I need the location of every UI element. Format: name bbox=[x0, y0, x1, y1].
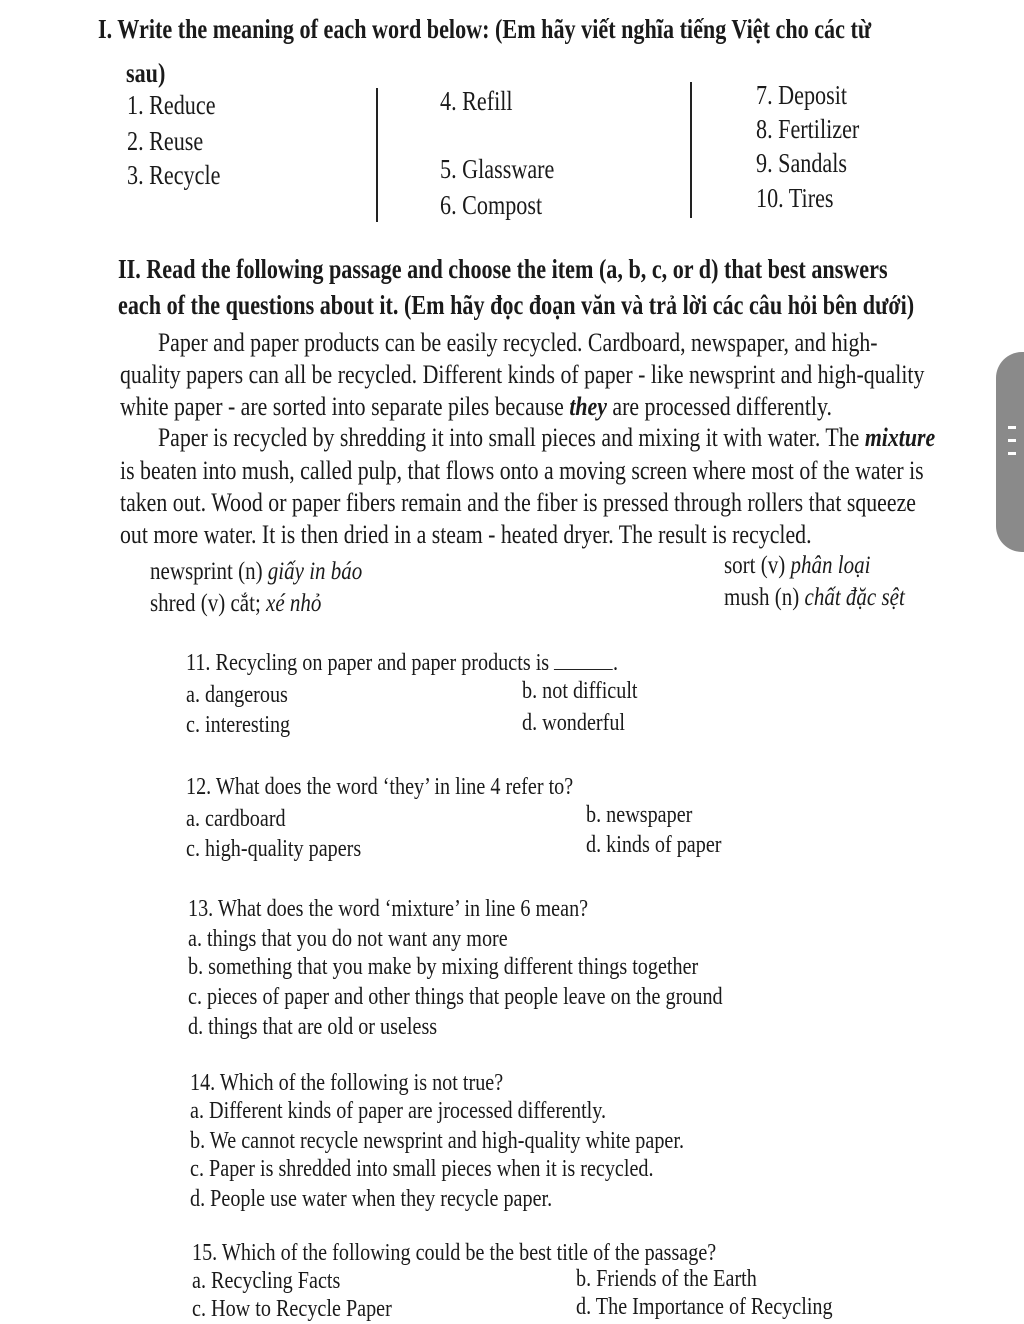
answer-option: b. not difficult bbox=[522, 678, 638, 704]
glossary-item bbox=[150, 590, 321, 618]
answer-option: d. People use water when they recycle paper. bbox=[190, 1186, 553, 1212]
answer-option: b. We cannot recycle newsprint and high-quality white paper. bbox=[190, 1128, 685, 1154]
answer-blank bbox=[554, 669, 613, 670]
glossary-term: mush (n) bbox=[724, 584, 805, 611]
passage-text: are processed differently. bbox=[606, 392, 832, 421]
passage-line: quality papers can all be recycled. Different kinds of paper - like newsprint and high-quality bbox=[120, 360, 925, 389]
glossary-term: newsprint (n) bbox=[150, 558, 268, 585]
question-stem: 12. What does the word ‘they’ in line 4 refer to? bbox=[186, 774, 574, 800]
glossary-meaning: phân loại bbox=[790, 552, 871, 579]
passage-line bbox=[158, 425, 935, 451]
answer-option: c. pieces of paper and other things that people leave on the ground bbox=[188, 984, 723, 1010]
word-item: 9. Sandals bbox=[756, 148, 848, 178]
glossary-term: sort (v) bbox=[724, 552, 791, 579]
column-divider bbox=[690, 82, 692, 218]
passage-line: out more water. It is then dried in a steam - heated dryer. The result is recycled. bbox=[120, 520, 812, 549]
word-item: 2. Reuse bbox=[127, 126, 204, 156]
answer-option: a. dangerous bbox=[186, 682, 288, 708]
passage-text: white paper - are sorted into separate piles because bbox=[120, 392, 570, 421]
answer-option: a. Different kinds of paper are jrocessed differently. bbox=[190, 1098, 607, 1124]
emphasis-mixture: mixture bbox=[864, 423, 936, 452]
answer-option: a. cardboard bbox=[186, 806, 286, 832]
answer-option: c. How to Recycle Paper bbox=[192, 1296, 392, 1322]
section1-heading: I. Write the meaning of each word below: (Em hãy viết nghĩa tiếng Việt cho các từ bbox=[98, 14, 872, 44]
glossary-item bbox=[150, 558, 362, 586]
word-item: 7. Deposit bbox=[756, 80, 848, 110]
section1-heading-cont: sau) bbox=[126, 58, 166, 88]
answer-option: a. things that you do not want any more bbox=[188, 926, 508, 952]
word-item: 5. Glassware bbox=[440, 154, 555, 184]
glossary-meaning: chất đặc sệt bbox=[804, 584, 905, 611]
passage-text: Paper is recycled by shredding it into small pieces and mixing it with water. The bbox=[158, 423, 865, 452]
word-item: 8. Fertilizer bbox=[756, 114, 860, 144]
question-text: 11. Recycling on paper and paper products is bbox=[186, 650, 550, 676]
glossary-item bbox=[724, 584, 905, 612]
question-stem: 14. Which of the following is not true? bbox=[190, 1070, 504, 1096]
section2-heading: II. Read the following passage and choose the item (a, b, c, or d) that best answers bbox=[118, 254, 888, 284]
glossary-item bbox=[724, 552, 870, 580]
answer-option: c. high-quality papers bbox=[186, 836, 362, 862]
word-item: 6. Compost bbox=[440, 190, 543, 220]
answer-option: d. things that are old or useless bbox=[188, 1014, 438, 1040]
glossary-meaning: xé nhỏ bbox=[266, 590, 322, 617]
column-divider bbox=[376, 88, 378, 222]
answer-option: d. wonderful bbox=[522, 710, 626, 736]
answer-option: b. newspaper bbox=[586, 802, 693, 828]
answer-option: d. kinds of paper bbox=[586, 832, 722, 858]
passage-line bbox=[120, 394, 832, 420]
question-stem: 13. What does the word ‘mixture’ in line 6 mean? bbox=[188, 896, 589, 922]
section2-heading-cont: each of the questions about it. (Em hãy đọc đoạn văn và trả lời các câu hỏi bên dưới) bbox=[118, 290, 915, 320]
glossary-meaning: giấy in báo bbox=[267, 558, 363, 585]
answer-option: d. The Importance of Recycling bbox=[576, 1294, 833, 1320]
passage-line: Paper and paper products can be easily recycled. Cardboard, newspaper, and high- bbox=[158, 328, 878, 357]
word-item: 1. Reduce bbox=[127, 90, 216, 120]
answer-option: b. Friends of the Earth bbox=[576, 1266, 757, 1292]
word-item: 4. Refill bbox=[440, 86, 513, 116]
glossary-term: shred (v) cắt; bbox=[150, 590, 267, 617]
answer-option: c. interesting bbox=[186, 712, 291, 738]
word-item: 3. Recycle bbox=[127, 160, 221, 190]
question-stem: 15. Which of the following could be the best title of the passage? bbox=[192, 1240, 717, 1266]
answer-option: a. Recycling Facts bbox=[192, 1268, 341, 1294]
passage-line: taken out. Wood or paper fibers remain and the fiber is pressed through rollers that squeeze bbox=[120, 488, 916, 517]
word-item: 10. Tires bbox=[756, 183, 834, 213]
passage-line: is beaten into mush, called pulp, that flows onto a moving screen where most of the water is bbox=[120, 456, 924, 485]
drag-handle-icon bbox=[1008, 426, 1016, 465]
question-end: . bbox=[612, 650, 619, 676]
emphasis-they: they bbox=[569, 392, 607, 421]
answer-option: c. Paper is shredded into small pieces when it is recycled. bbox=[190, 1156, 654, 1182]
answer-option: b. something that you make by mixing different things together bbox=[188, 954, 699, 980]
question-stem bbox=[186, 650, 618, 677]
